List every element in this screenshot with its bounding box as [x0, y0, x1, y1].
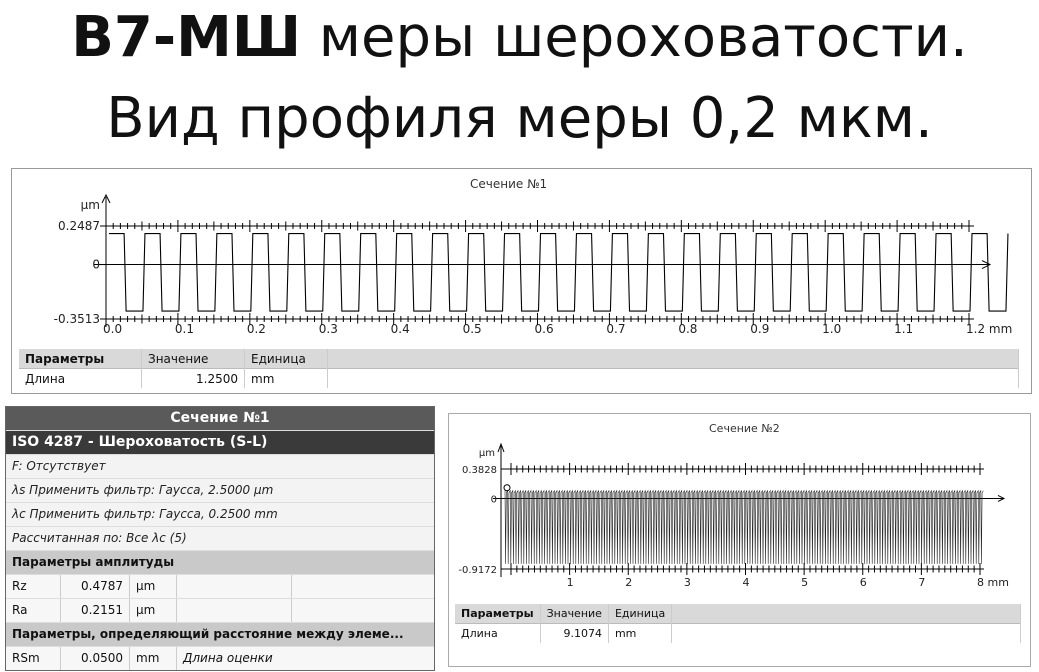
x-tick-label: 5: [801, 576, 809, 589]
col-header-params: Параметры: [19, 349, 142, 369]
slide-title-code: B7-МШ: [71, 5, 301, 70]
slide-title-text: меры шероховатости.: [301, 5, 968, 70]
col-header-unit: Единица: [608, 604, 671, 624]
x-tick-label: 0.6: [534, 322, 554, 336]
param-unit: µm: [130, 575, 177, 598]
section-header: Сечение №1: [6, 407, 434, 431]
amplitude-group-header: Параметры амплитуды: [6, 551, 434, 575]
params-table-2: [455, 604, 1021, 643]
y-tick-label: -0.9172: [458, 565, 497, 576]
chart-title: Сечение №2: [709, 422, 780, 435]
col-header-unit: Единица: [245, 349, 328, 369]
x-tick-label: 0.2: [246, 322, 266, 336]
profile-series: [109, 234, 1008, 312]
y-tick-label: 0: [92, 257, 100, 272]
start-marker: [504, 485, 510, 491]
profile-chart-2: [449, 414, 1030, 604]
param-value: 9.1074: [540, 624, 608, 644]
param-value: 1.2500: [142, 369, 245, 389]
x-tick-label: 0.9: [750, 322, 770, 336]
param-row-ra: [6, 599, 434, 623]
x-tick-label: 3: [683, 576, 691, 589]
profile-series: [505, 491, 983, 564]
x-tick-label: 1.1: [894, 322, 914, 336]
param-name: RSm: [6, 647, 61, 670]
y-tick-label: 0: [490, 494, 497, 506]
x-tick-label: 0.1: [174, 322, 195, 336]
y-tick-label: 0.3828: [462, 465, 497, 476]
col-header-value: Значение: [142, 349, 245, 369]
param-name: Rz: [6, 575, 61, 598]
x-tick-label: 6: [859, 576, 867, 589]
col-header-params: Параметры: [455, 604, 540, 624]
param-unit: mm: [245, 369, 328, 389]
param-value: 0.4787: [61, 575, 130, 598]
param-row-rz: [6, 575, 434, 599]
param-value: 0.0500: [61, 647, 130, 670]
profile-chart-1: [12, 169, 1031, 349]
x-tick-label: 0.0: [103, 322, 123, 336]
x-tick-label: 4: [742, 576, 750, 589]
standard-header: ISO 4287 - Шероховатость (S-L): [6, 431, 434, 455]
x-tick-label: 8 mm: [977, 576, 1009, 589]
roughness-params-panel: [5, 406, 435, 671]
params-table-1: [19, 349, 1019, 388]
x-tick-label: 1.2 mm: [966, 322, 1013, 336]
y-tick-label: -0.3513: [53, 312, 100, 326]
param-unit: mm: [130, 647, 177, 670]
y-unit-label: µm: [80, 198, 100, 212]
param-name: Длина: [19, 369, 142, 389]
filter-row: λs Применить фильтр: Гаусса, 2.5000 µm: [6, 479, 434, 503]
x-tick-label: 0.4: [390, 322, 410, 336]
param-value: 0.2151: [61, 599, 130, 622]
param-name: Длина: [455, 624, 540, 644]
param-note: Длина оценки: [183, 651, 273, 665]
filter-row: λc Применить фильтр: Гаусса, 0.2500 mm: [6, 503, 434, 527]
x-tick-label: 7: [918, 576, 926, 589]
x-tick-label: 2: [625, 576, 633, 589]
filter-row: Рассчитанная по: Все λc (5): [6, 527, 434, 551]
profile-chart-panel-1: [11, 168, 1032, 394]
y-unit-label: µm: [478, 448, 495, 459]
profile-chart-panel-2: [448, 413, 1031, 667]
spacing-group-header: Параметры, определяющий расстояние между элеме...: [6, 623, 434, 647]
x-tick-label: 1: [566, 576, 574, 589]
x-tick-label: 0.3: [318, 322, 338, 336]
x-tick-label: 0.5: [462, 322, 482, 336]
chart-title: Сечение №1: [470, 177, 548, 191]
slide-title: [0, 6, 1039, 70]
param-unit: mm: [608, 624, 671, 644]
slide-subtitle: Вид профиля меры 0,2 мкм.: [106, 86, 933, 151]
x-tick-label: 0.7: [606, 322, 626, 336]
param-row-rsm: [6, 647, 434, 670]
x-tick-label: 1.0: [822, 322, 842, 336]
param-unit: µm: [130, 599, 177, 622]
x-tick-label: 0.8: [678, 322, 698, 336]
col-header-value: Значение: [540, 604, 608, 624]
filter-row: F: Отсутствует: [6, 455, 434, 479]
y-tick-label: 0.2487: [58, 219, 100, 233]
param-name: Ra: [6, 599, 61, 622]
